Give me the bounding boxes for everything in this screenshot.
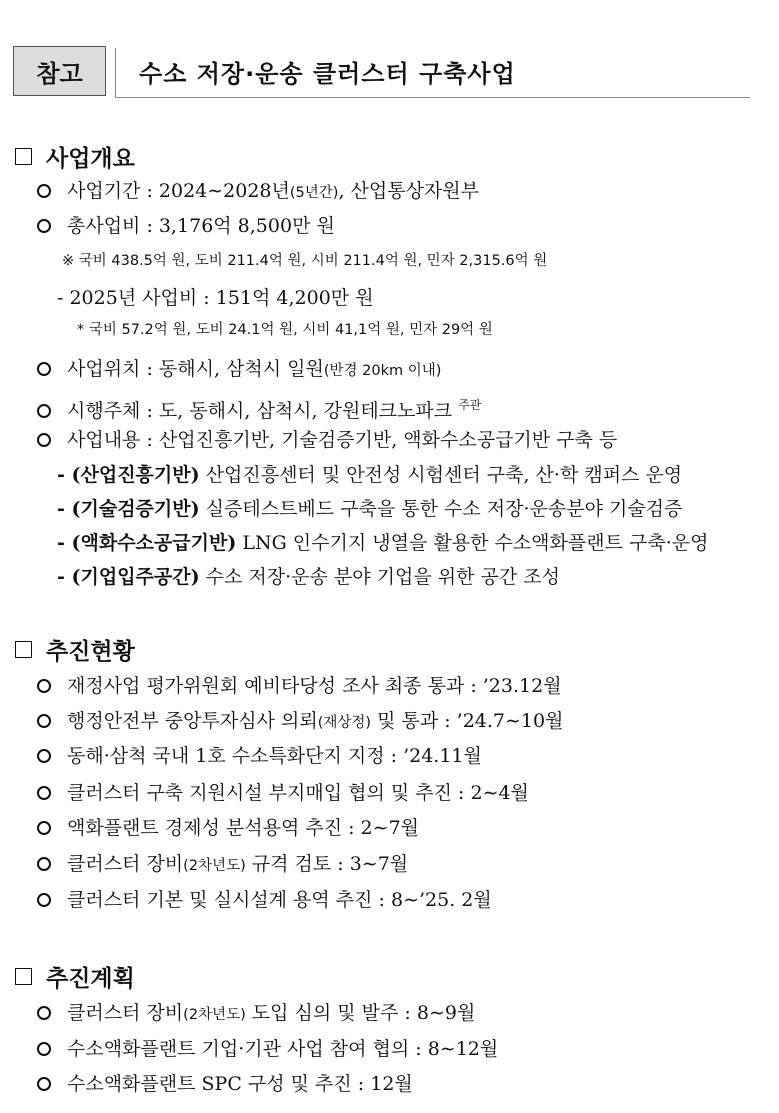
overview-item: - (기술검증기반) 실증테스트베드 구축을 통한 수소 저장·운송분야 기술검증 [57,498,683,520]
overview-item: - (산업진흥기반) 산업진흥센터 및 안전성 시험센터 구축, 산·학 캠퍼스 운영 [57,464,683,486]
title-bar [13,46,750,100]
status-item: 액화플랜트 경제성 분석용역 추진 : 2∼7월 [37,815,419,841]
page-title: 수소 저장·운송 클러스터 구축사업 [139,60,516,88]
status-item: 클러스터 기본 및 실시설계 용역 추진 : 8∼’25. 2월 [37,887,492,913]
circle-bullet-icon [37,219,51,233]
square-bullet-icon [15,968,32,985]
circle-bullet-icon [37,184,51,198]
circle-bullet-icon [37,1077,51,1091]
circle-bullet-icon [37,714,51,728]
status-item: 재정사업 평가위원회 예비타당성 조사 최종 통과 : ’23.12월 [37,673,562,699]
circle-bullet-icon [37,749,51,763]
square-bullet-icon [15,641,32,658]
plan-item: 수소액화플랜트 기업·기관 사업 참여 협의 : 8∼12월 [37,1036,498,1062]
section-heading-overview: 사업개요 [15,140,135,173]
overview-host: 시행주체 : 도, 동해시, 삼척시, 강원테크노파크 $^{주관}$ [37,392,481,424]
status-item: 행정안전부 중앙투자심사 의뢰(재상정) 및 통과 : ’24.7∼10월 [37,708,563,736]
overview-location: 사업위치 : 동해시, 삼척시 일원(반경 20km 이내) [37,356,441,384]
circle-bullet-icon [37,1042,51,1056]
overview-cost-note: ※ 국비 438.5억 원, 도비 211.4억 원, 시비 211.4억 원, 민자 2,315.6억 원 [62,253,548,269]
plan-item: 클러스터 장비(2차년도) 도입 심의 및 발주 : 8∼9월 [37,1000,475,1028]
title-underline [115,97,750,98]
overview-cost-2025: - 2025년 사업비 : 151억 4,200만 원 [57,287,374,309]
status-item: 클러스터 구축 지원시설 부지매입 협의 및 추진 : 2∼4월 [37,780,529,806]
circle-bullet-icon [37,821,51,835]
circle-bullet-icon [37,1006,51,1020]
reference-badge: 참고 [13,46,106,96]
overview-cost: 총사업비 : 3,176억 8,500만 원 [37,213,335,239]
circle-bullet-icon [37,404,51,418]
overview-item: - (액화수소공급기반) LNG 인수기지 냉열을 활용한 수소액화플랜트 구축·운영 [57,532,709,554]
circle-bullet-icon [37,362,51,376]
section-heading-plan: 추진계획 [15,960,135,993]
circle-bullet-icon [37,857,51,871]
circle-bullet-icon [37,679,51,693]
overview-item: - (기업입주공간) 수소 저장·운송 분야 기업을 위한 공간 조성 [57,566,560,588]
circle-bullet-icon [37,433,51,447]
circle-bullet-icon [37,893,51,907]
overview-cost-2025-note: * 국비 57.2억 원, 도비 24.1억 원, 시비 41,1억 원, 민자 29억 원 [77,322,493,338]
section-heading-status: 추진현황 [15,633,135,666]
status-item: 동해·삼척 국내 1호 수소특화단지 지정 : ’24.11월 [37,743,482,769]
circle-bullet-icon [37,786,51,800]
square-bullet-icon [15,148,32,165]
status-item: 클러스터 장비(2차년도) 규격 검토 : 3∼7월 [37,851,408,879]
plan-item: 수소액화플랜트 SPC 구성 및 추진 : 12월 [37,1071,413,1097]
overview-content: 사업내용 : 산업진흥기반, 기술검증기반, 액화수소공급기반 구축 등 [37,427,617,453]
title-divider-vertical [115,48,116,98]
overview-period: 사업기간 : 2024∼2028년(5년간), 산업통상자원부 [37,178,479,206]
